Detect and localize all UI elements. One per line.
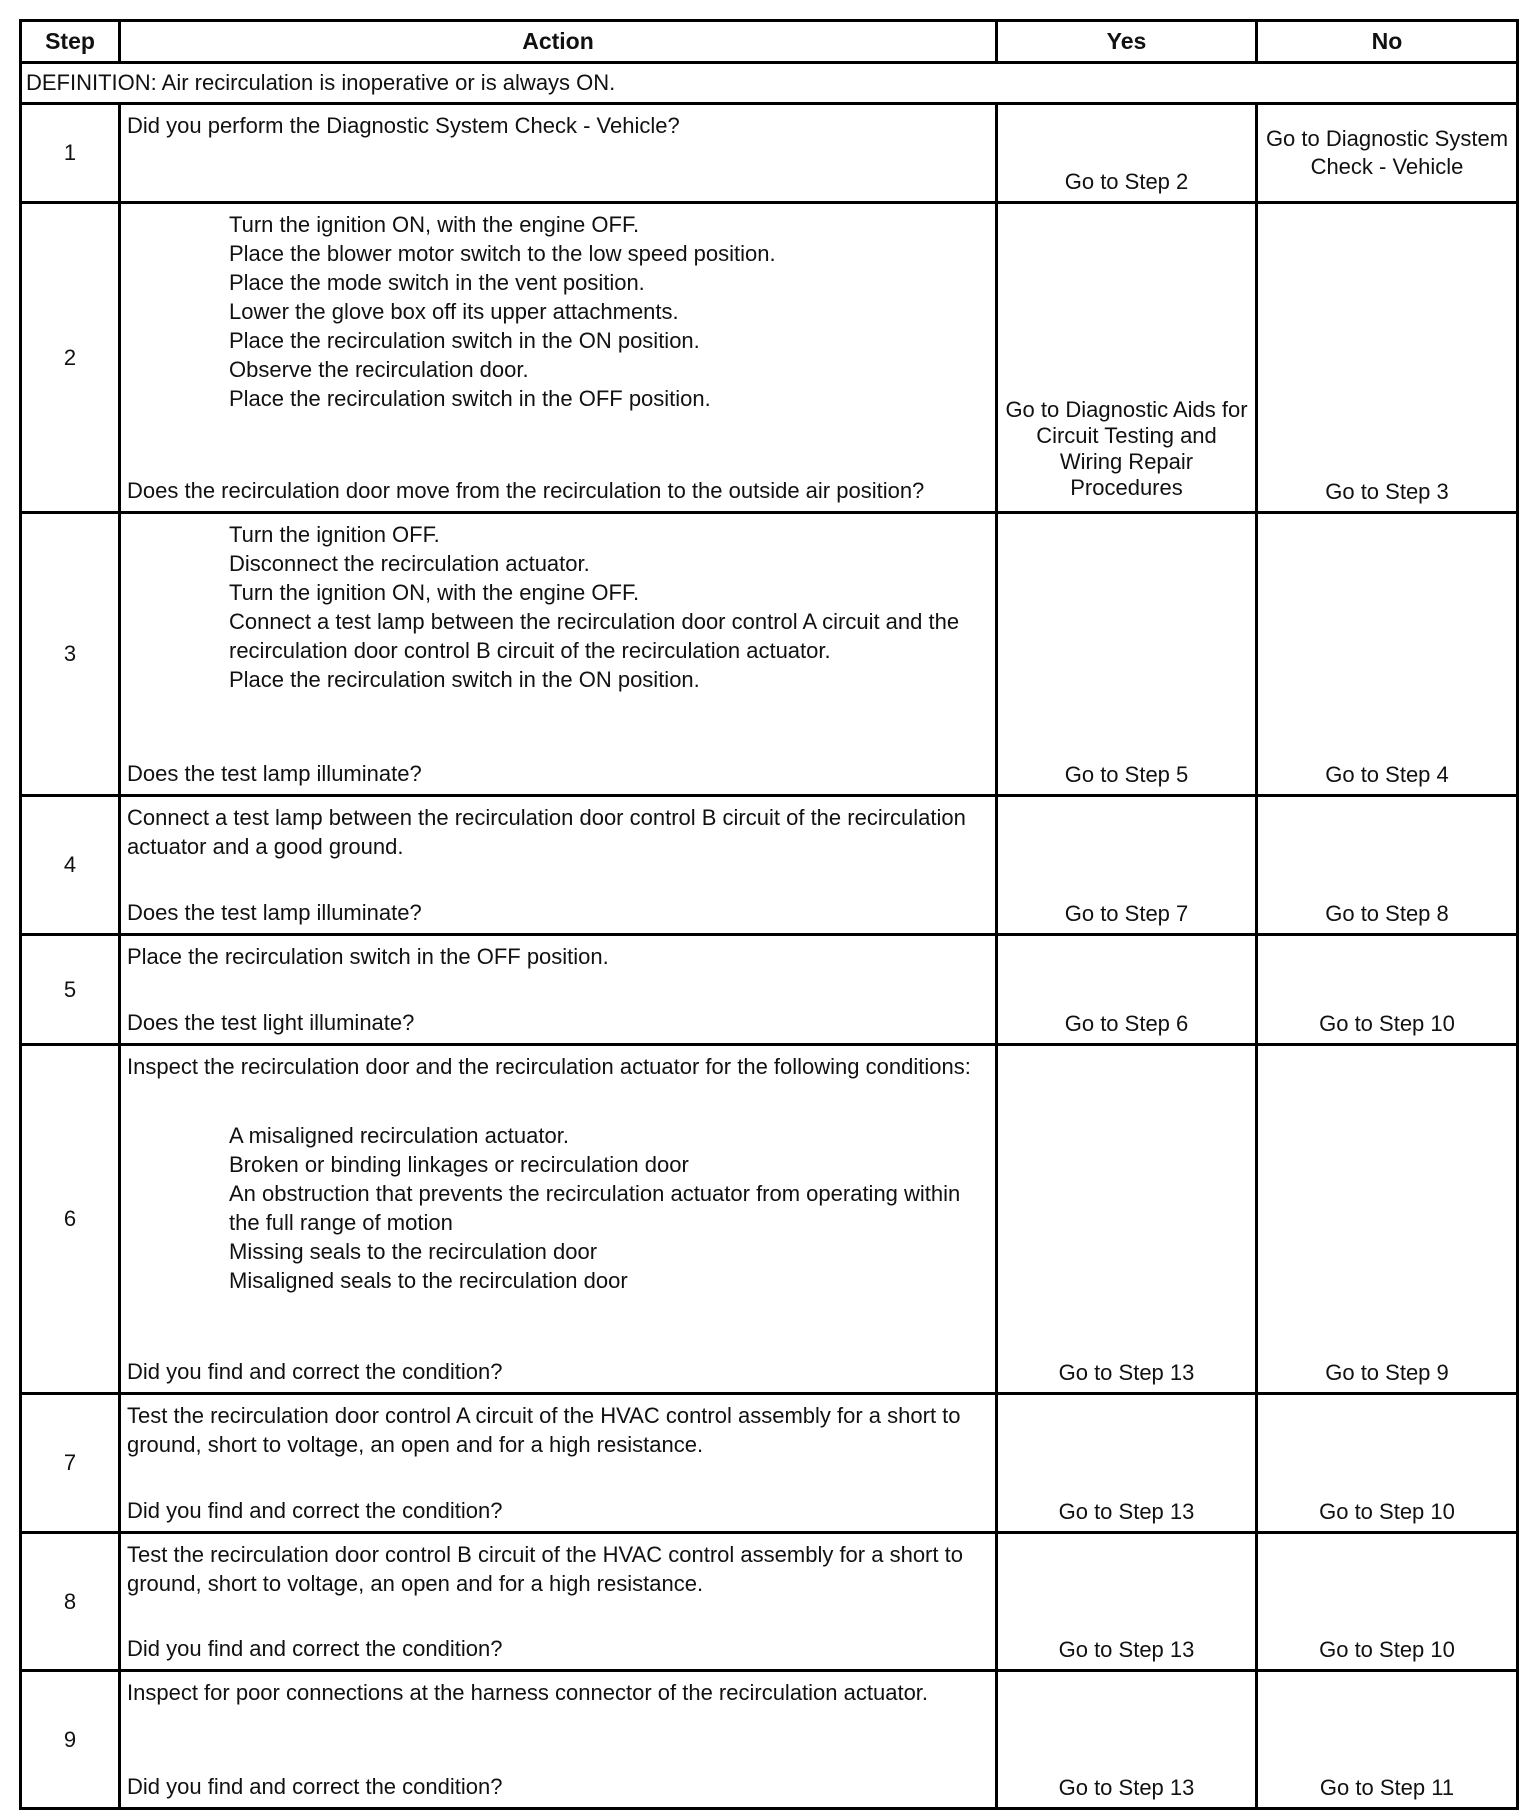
table-row xyxy=(21,1394,1518,1533)
no-outcome: Go to Step 10 xyxy=(1257,1533,1518,1671)
action-question: Does the test lamp illuminate? xyxy=(127,900,422,925)
step-number: 4 xyxy=(21,796,120,935)
step-number: 3 xyxy=(21,513,120,796)
action-question: Does the test lamp illuminate? xyxy=(127,761,422,786)
action-question: Did you find and correct the condition? xyxy=(127,1774,503,1799)
step-number: 6 xyxy=(21,1045,120,1394)
action-step-item: Missing seals to the recirculation door xyxy=(229,1239,598,1264)
yes-outcome: Go to Step 2 xyxy=(997,104,1257,203)
action-cell xyxy=(120,796,997,935)
action-cell xyxy=(120,203,997,513)
step-number: 2 xyxy=(21,203,120,513)
yes-outcome: Go to Step 5 xyxy=(997,513,1257,796)
action-cell xyxy=(120,104,997,203)
action-steps-list xyxy=(127,1121,987,1295)
action-steps-list xyxy=(127,520,987,694)
header-action: Action xyxy=(120,21,997,63)
header-row xyxy=(21,21,1518,63)
action-intro: Inspect the recirculation door and the recirculation actuator for the following conditions: xyxy=(127,1054,971,1079)
no-outcome: Go to Step 3 xyxy=(1257,203,1518,513)
header-step: Step xyxy=(21,21,120,63)
action-question: Does the test light illuminate? xyxy=(127,1010,415,1035)
step-number: 8 xyxy=(21,1533,120,1671)
action-intro: Test the recirculation door control B circuit of the HVAC control assembly for a short to ground, short to voltage, an open and for a high resistance. xyxy=(127,1542,963,1596)
action-intro: Test the recirculation door control A circuit of the HVAC control assembly for a short to ground, short to voltage, an open and for a high resistance. xyxy=(127,1403,961,1457)
table-row xyxy=(21,1045,1518,1394)
action-cell xyxy=(120,513,997,796)
table-row xyxy=(21,1533,1518,1671)
action-step-item: Turn the ignition ON, with the engine OFF. xyxy=(229,580,640,605)
action-step-item: Place the recirculation switch in the ON position. xyxy=(229,667,700,692)
action-step-item: Place the recirculation switch in the ON position. xyxy=(229,328,700,353)
action-cell xyxy=(120,1045,997,1394)
no-outcome: Go to Step 11 xyxy=(1257,1671,1518,1809)
action-question: Does the recirculation door move from the recirculation to the outside air position? xyxy=(127,478,925,503)
action-step-item: Turn the ignition OFF. xyxy=(229,522,440,547)
step-number: 7 xyxy=(21,1394,120,1533)
action-step-item: Turn the ignition ON, with the engine OFF. xyxy=(229,212,640,237)
table-row xyxy=(21,513,1518,796)
definition-text: DEFINITION: Air recirculation is inoperative or is always ON. xyxy=(21,63,1518,104)
no-outcome: Go to Step 10 xyxy=(1257,1394,1518,1533)
step-number: 1 xyxy=(21,104,120,203)
action-step-item: Misaligned seals to the recirculation door xyxy=(229,1268,628,1293)
action-cell xyxy=(120,1394,997,1533)
action-intro: Place the recirculation switch in the OFF position. xyxy=(127,944,609,969)
no-outcome: Go to Step 4 xyxy=(1257,513,1518,796)
no-outcome: Go to Step 10 xyxy=(1257,935,1518,1045)
header-yes: Yes xyxy=(997,21,1257,63)
diagnostic-table xyxy=(19,19,1519,1810)
yes-outcome: Go to Diagnostic Aids for Circuit Testing and Wiring Repair Procedures xyxy=(997,203,1257,513)
action-step-item: A misaligned recirculation actuator. xyxy=(229,1123,569,1148)
action-cell xyxy=(120,1671,997,1809)
table-row xyxy=(21,104,1518,203)
action-step-item: Place the recirculation switch in the OFF position. xyxy=(229,386,711,411)
table-row xyxy=(21,203,1518,513)
yes-outcome: Go to Step 7 xyxy=(997,796,1257,935)
step-number: 5 xyxy=(21,935,120,1045)
no-outcome: Go to Diagnostic System Check - Vehicle xyxy=(1257,104,1518,203)
action-question: Did you find and correct the condition? xyxy=(127,1498,503,1523)
action-intro: Connect a test lamp between the recirculation door control B circuit of the recirculation actuator and a good ground. xyxy=(127,805,966,859)
action-intro: Inspect for poor connections at the harness connector of the recirculation actuator. xyxy=(127,1680,929,1705)
yes-outcome: Go to Step 13 xyxy=(997,1045,1257,1394)
action-step-item: Broken or binding linkages or recirculation door xyxy=(229,1152,689,1177)
yes-outcome: Go to Step 13 xyxy=(997,1671,1257,1809)
action-question: Did you find and correct the condition? xyxy=(127,1636,503,1661)
yes-outcome: Go to Step 13 xyxy=(997,1533,1257,1671)
yes-outcome: Go to Step 13 xyxy=(997,1394,1257,1533)
action-step-item: Place the blower motor switch to the low speed position. xyxy=(229,241,776,266)
table-row xyxy=(21,935,1518,1045)
action-steps-list xyxy=(127,210,987,413)
yes-outcome: Go to Step 6 xyxy=(997,935,1257,1045)
definition-row xyxy=(21,63,1518,104)
action-step-item: Lower the glove box off its upper attachments. xyxy=(229,299,679,324)
table-row xyxy=(21,796,1518,935)
no-outcome: Go to Step 8 xyxy=(1257,796,1518,935)
step-number: 9 xyxy=(21,1671,120,1809)
action-step-item: Disconnect the recirculation actuator. xyxy=(229,551,590,576)
action-intro: Did you perform the Diagnostic System Check - Vehicle? xyxy=(127,113,680,138)
action-cell xyxy=(120,935,997,1045)
action-cell xyxy=(120,1533,997,1671)
action-step-item: Place the mode switch in the vent position. xyxy=(229,270,645,295)
action-question: Did you find and correct the condition? xyxy=(127,1359,503,1384)
header-no: No xyxy=(1257,21,1518,63)
action-step-item: Observe the recirculation door. xyxy=(229,357,529,382)
action-step-item: Connect a test lamp between the recirculation door control A circuit and the recirculation door control B circuit of the recirculation actuator. xyxy=(229,609,960,663)
no-outcome: Go to Step 9 xyxy=(1257,1045,1518,1394)
action-step-item: An obstruction that prevents the recirculation actuator from operating within the full range of motion xyxy=(229,1181,961,1235)
table-row xyxy=(21,1671,1518,1809)
